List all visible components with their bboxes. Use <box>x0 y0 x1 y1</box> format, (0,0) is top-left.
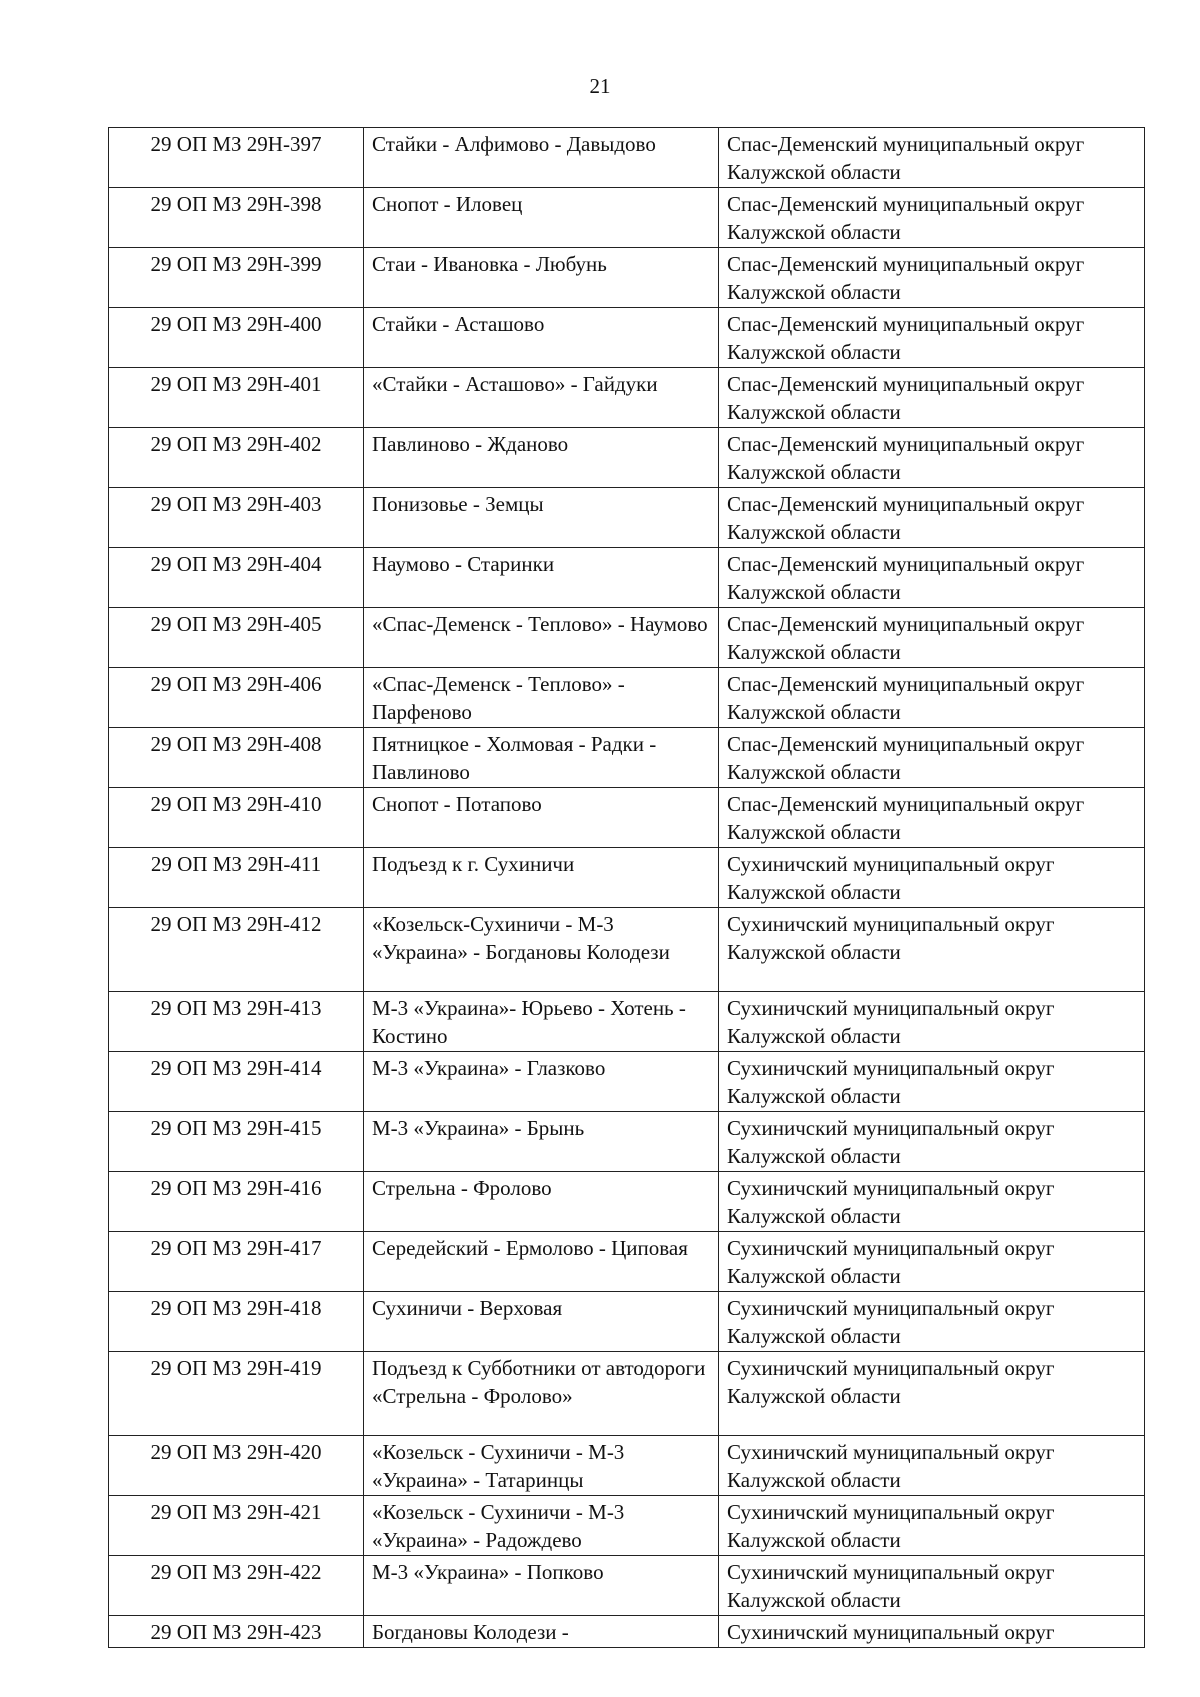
road-name: М-3 «Украина» - Попково <box>364 1556 719 1616</box>
road-name: «Спас-Деменск - Теплово» - Наумово <box>364 608 719 668</box>
table-row <box>109 368 1145 428</box>
district: Сухиничский муниципальный округ Калужской области <box>719 1232 1145 1292</box>
district: Спас-Деменский муниципальный округ Калужской области <box>719 728 1145 788</box>
district: Сухиничский муниципальный округ Калужской области <box>719 1292 1145 1352</box>
table-row <box>109 728 1145 788</box>
district: Сухиничский муниципальный округ Калужской области <box>719 1496 1145 1556</box>
road-code: 29 ОП МЗ 29Н-406 <box>109 668 364 728</box>
road-code: 29 ОП МЗ 29Н-416 <box>109 1172 364 1232</box>
table-row <box>109 428 1145 488</box>
road-name: Подъезд к г. Сухиничи <box>364 848 719 908</box>
road-code: 29 ОП МЗ 29Н-397 <box>109 128 364 188</box>
road-code: 29 ОП МЗ 29Н-423 <box>109 1616 364 1648</box>
road-code: 29 ОП МЗ 29Н-408 <box>109 728 364 788</box>
road-code: 29 ОП МЗ 29Н-417 <box>109 1232 364 1292</box>
district: Сухиничский муниципальный округ Калужской области <box>719 1352 1145 1436</box>
road-name: Наумово - Старинки <box>364 548 719 608</box>
road-name: М-3 «Украина» - Глазково <box>364 1052 719 1112</box>
district: Спас-Деменский муниципальный округ Калужской области <box>719 188 1145 248</box>
road-name: Середейский - Ермолово - Циповая <box>364 1232 719 1292</box>
district: Спас-Деменский муниципальный округ Калужской области <box>719 308 1145 368</box>
table-row <box>109 788 1145 848</box>
road-code: 29 ОП МЗ 29Н-399 <box>109 248 364 308</box>
table-row <box>109 128 1145 188</box>
table-row <box>109 992 1145 1052</box>
road-code: 29 ОП МЗ 29Н-413 <box>109 992 364 1052</box>
road-name: «Козельск - Сухиничи - М-3 «Украина» - Татаринцы <box>364 1436 719 1496</box>
district: Сухиничский муниципальный округ Калужской области <box>719 1436 1145 1496</box>
table-row <box>109 1292 1145 1352</box>
road-name: Павлиново - Жданово <box>364 428 719 488</box>
road-code: 29 ОП МЗ 29Н-415 <box>109 1112 364 1172</box>
road-name: Снопот - Потапово <box>364 788 719 848</box>
district: Спас-Деменский муниципальный округ Калужской области <box>719 248 1145 308</box>
district: Сухиничский муниципальный округ Калужской области <box>719 1112 1145 1172</box>
table-row <box>109 548 1145 608</box>
table-row <box>109 1352 1145 1436</box>
district: Спас-Деменский муниципальный округ Калужской области <box>719 368 1145 428</box>
district: Сухиничский муниципальный округ Калужской области <box>719 992 1145 1052</box>
table-row <box>109 608 1145 668</box>
road-name: Пятницкое - Холмовая - Радки - Павлиново <box>364 728 719 788</box>
road-code: 29 ОП МЗ 29Н-403 <box>109 488 364 548</box>
road-name: Стрельна - Фролово <box>364 1172 719 1232</box>
road-name: Понизовье - Земцы <box>364 488 719 548</box>
road-code: 29 ОП МЗ 29Н-410 <box>109 788 364 848</box>
district: Спас-Деменский муниципальный округ Калужской области <box>719 668 1145 728</box>
table-row <box>109 188 1145 248</box>
road-code: 29 ОП МЗ 29Н-401 <box>109 368 364 428</box>
road-code: 29 ОП МЗ 29Н-411 <box>109 848 364 908</box>
road-name: «Козельск-Сухиничи - М-3 «Украина» - Богдановы Колодези <box>364 908 719 992</box>
table-row <box>109 1436 1145 1496</box>
roads-table <box>108 127 1145 1648</box>
district: Спас-Деменский муниципальный округ Калужской области <box>719 548 1145 608</box>
district: Сухиничский муниципальный округ Калужской области <box>719 1172 1145 1232</box>
road-name: М-3 «Украина» - Брынь <box>364 1112 719 1172</box>
page-number: 21 <box>589 74 611 98</box>
table-row <box>109 1556 1145 1616</box>
table-row <box>109 668 1145 728</box>
road-code: 29 ОП МЗ 29Н-405 <box>109 608 364 668</box>
road-code: 29 ОП МЗ 29Н-422 <box>109 1556 364 1616</box>
table-row <box>109 308 1145 368</box>
road-name: Подъезд к Субботники от автодороги «Стрельна - Фролово» <box>364 1352 719 1436</box>
road-name: Снопот - Иловец <box>364 188 719 248</box>
table-row <box>109 248 1145 308</box>
district: Спас-Деменский муниципальный округ Калужской области <box>719 488 1145 548</box>
road-code: 29 ОП МЗ 29Н-412 <box>109 908 364 992</box>
district: Сухиничский муниципальный округ Калужской области <box>719 1556 1145 1616</box>
road-name: М-3 «Украина»- Юрьево - Хотень - Костино <box>364 992 719 1052</box>
road-code: 29 ОП МЗ 29Н-398 <box>109 188 364 248</box>
table-row <box>109 848 1145 908</box>
district: Сухиничский муниципальный округ Калужской области <box>719 848 1145 908</box>
road-code: 29 ОП МЗ 29Н-400 <box>109 308 364 368</box>
road-code: 29 ОП МЗ 29Н-414 <box>109 1052 364 1112</box>
road-name: Стайки - Асташово <box>364 308 719 368</box>
district: Сухиничский муниципальный округ <box>719 1616 1145 1648</box>
table-row <box>109 1172 1145 1232</box>
table-row <box>109 488 1145 548</box>
road-name: Стайки - Алфимово - Давыдово <box>364 128 719 188</box>
table-row <box>109 1232 1145 1292</box>
table-row <box>109 1052 1145 1112</box>
district: Спас-Деменский муниципальный округ Калужской области <box>719 788 1145 848</box>
table-row <box>109 1616 1145 1648</box>
road-code: 29 ОП МЗ 29Н-419 <box>109 1352 364 1436</box>
road-name: «Стайки - Асташово» - Гайдуки <box>364 368 719 428</box>
road-name: «Спас-Деменск - Теплово» - Парфеново <box>364 668 719 728</box>
district: Спас-Деменский муниципальный округ Калужской области <box>719 608 1145 668</box>
road-name: «Козельск - Сухиничи - М-3 «Украина» - Радождево <box>364 1496 719 1556</box>
road-name: Сухиничи - Верховая <box>364 1292 719 1352</box>
district: Спас-Деменский муниципальный округ Калужской области <box>719 428 1145 488</box>
district: Спас-Деменский муниципальный округ Калужской области <box>719 128 1145 188</box>
road-name: Богдановы Колодези - <box>364 1616 719 1648</box>
road-code: 29 ОП МЗ 29Н-421 <box>109 1496 364 1556</box>
road-code: 29 ОП МЗ 29Н-404 <box>109 548 364 608</box>
road-code: 29 ОП МЗ 29Н-402 <box>109 428 364 488</box>
table-row <box>109 908 1145 992</box>
district: Сухиничский муниципальный округ Калужской области <box>719 908 1145 992</box>
road-code: 29 ОП МЗ 29Н-420 <box>109 1436 364 1496</box>
road-code: 29 ОП МЗ 29Н-418 <box>109 1292 364 1352</box>
table-row <box>109 1112 1145 1172</box>
district: Сухиничский муниципальный округ Калужской области <box>719 1052 1145 1112</box>
road-name: Стаи - Ивановка - Любунь <box>364 248 719 308</box>
table-row <box>109 1496 1145 1556</box>
